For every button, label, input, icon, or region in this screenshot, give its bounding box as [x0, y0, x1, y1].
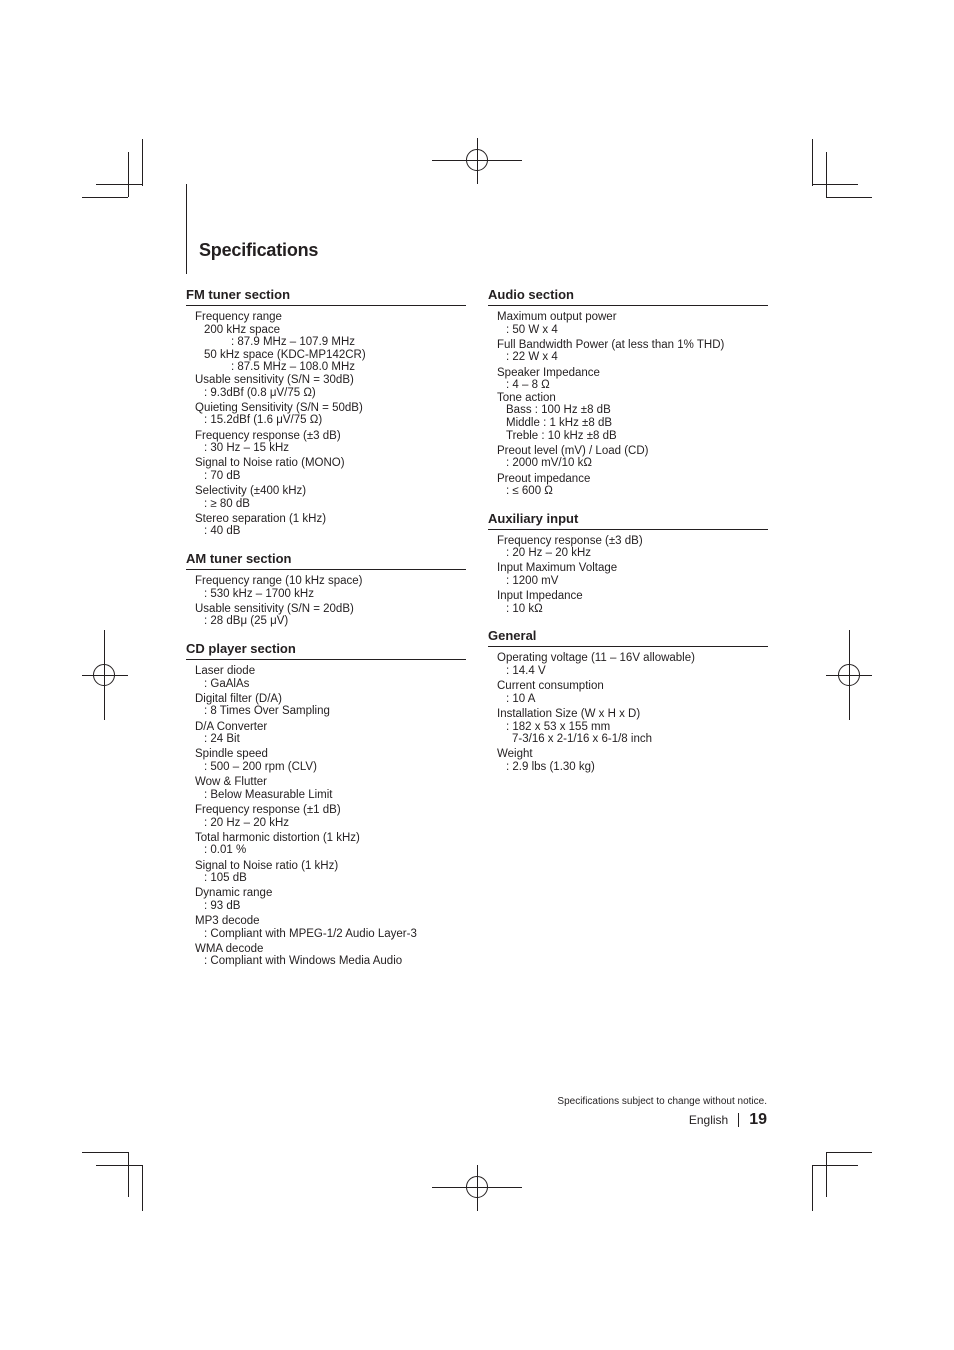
spec-label: Frequency response (±3 dB): [497, 534, 643, 547]
auxiliary-input-section: [488, 511, 768, 616]
spec-label: Quieting Sensitivity (S/N = 50dB): [195, 401, 363, 414]
spec-value: : 4 – 8 Ω: [506, 379, 550, 392]
spec-label: Full Bandwidth Power (at less than 1% THD): [497, 338, 725, 351]
spec-label: Current consumption: [497, 680, 604, 693]
audio-section: [488, 287, 768, 498]
spec-label: Usable sensitivity (S/N = 20dB): [195, 602, 354, 615]
spec-label: Stereo separation (1 kHz): [195, 512, 327, 525]
section-heading: General: [488, 628, 768, 647]
spec-label: Frequency response (±1 dB): [195, 803, 341, 816]
spec-value: : 22 W x 4: [506, 351, 558, 364]
title-rule: [186, 184, 187, 274]
spec-label: Input Impedance: [497, 590, 583, 603]
general-section: [488, 628, 768, 773]
spec-value: : 20 Hz – 20 kHz: [204, 816, 290, 829]
spec-label: WMA decode: [195, 942, 264, 955]
spec-value: : 50 W x 4: [506, 323, 558, 336]
section-heading: FM tuner section: [186, 287, 466, 306]
spec-value: 50 kHz space (KDC-MP142CR): [204, 348, 366, 361]
spec-label: Spindle speed: [195, 748, 268, 761]
spec-value: : 24 Bit: [204, 733, 240, 746]
spec-value: : 40 dB: [204, 525, 241, 538]
spec-label: Maximum output power: [497, 311, 617, 323]
page-number: 19: [749, 1111, 767, 1128]
spec-value: : 530 kHz – 1700 kHz: [204, 587, 314, 600]
spec-list: [488, 311, 768, 498]
spec-label: Digital filter (D/A): [195, 692, 282, 705]
cd-player-section: [186, 641, 466, 968]
spec-value: : 87.9 MHz – 107.9 MHz: [231, 336, 355, 349]
page-footer: [689, 1111, 767, 1129]
spec-value: Middle : 1 kHz ±8 dB: [506, 416, 613, 429]
spec-label: Signal to Noise ratio (1 kHz): [195, 859, 339, 872]
spec-value: : 15.2dBf (1.6 μV/75 Ω): [204, 414, 323, 427]
section-heading: Audio section: [488, 287, 768, 306]
spec-label: Usable sensitivity (S/N = 30dB): [195, 373, 354, 386]
spec-value: : 93 dB: [204, 899, 241, 912]
section-heading: Auxiliary input: [488, 511, 768, 530]
fm-tuner-section: [186, 287, 466, 538]
spec-label: D/A Converter: [195, 720, 268, 733]
right-column: [488, 287, 768, 787]
spec-value: : 500 – 200 rpm (CLV): [204, 760, 317, 773]
spec-value: : 2.9 lbs (1.30 kg): [506, 760, 595, 773]
spec-value: : 30 Hz – 15 kHz: [204, 442, 290, 455]
spec-value: : Compliant with MPEG-1/2 Audio Layer-3: [204, 927, 417, 940]
footer-divider: [738, 1113, 739, 1127]
spec-label: Frequency response (±3 dB): [195, 429, 341, 442]
spec-value: Bass : 100 Hz ±8 dB: [506, 404, 611, 417]
section-heading: CD player section: [186, 641, 466, 660]
left-column: [186, 287, 466, 981]
spec-label: Preout level (mV) / Load (CD): [497, 444, 649, 457]
spec-label: Dynamic range: [195, 887, 273, 900]
spec-label: Wow & Flutter: [195, 776, 267, 789]
spec-label: Input Maximum Voltage: [497, 562, 618, 575]
spec-value: : 14.4 V: [506, 665, 546, 678]
am-tuner-section: [186, 551, 466, 628]
spec-value: : Compliant with Windows Media Audio: [204, 955, 403, 968]
spec-value: : Below Measurable Limit: [204, 788, 333, 801]
spec-list: [488, 535, 768, 616]
spec-value: 200 kHz space: [204, 323, 281, 336]
spec-list: [186, 311, 466, 538]
spec-value: : 105 dB: [204, 872, 247, 885]
section-heading: AM tuner section: [186, 551, 466, 570]
spec-label: Weight: [497, 748, 533, 761]
spec-list: [186, 575, 466, 628]
spec-value: Treble : 10 kHz ±8 dB: [506, 429, 617, 442]
spec-value: : ≤ 600 Ω: [506, 485, 553, 498]
spec-value: : ≥ 80 dB: [204, 497, 250, 510]
spec-value: 7-3/16 x 2-1/16 x 6-1/8 inch: [512, 733, 652, 746]
spec-label: Frequency range: [195, 311, 282, 323]
spec-value: : 10 kΩ: [506, 602, 543, 615]
spec-label: Signal to Noise ratio (MONO): [195, 457, 345, 470]
spec-label: Selectivity (±400 kHz): [195, 485, 307, 498]
spec-value: : 182 x 53 x 155 mm: [506, 720, 611, 733]
spec-value: : 8 Times Over Sampling: [204, 705, 330, 718]
spec-label: Laser diode: [195, 665, 256, 678]
spec-label: Speaker Impedance: [497, 366, 600, 379]
spec-value: : 2000 mV/10 kΩ: [506, 457, 592, 470]
spec-value: : 10 A: [506, 692, 536, 705]
language-label: English: [688, 1113, 729, 1127]
spec-label: Frequency range (10 kHz space): [195, 575, 363, 588]
spec-label: Total harmonic distortion (1 kHz): [195, 831, 360, 844]
spec-value: : 9.3dBf (0.8 μV/75 Ω): [204, 386, 316, 399]
spec-list: [186, 665, 466, 968]
page-title: Specifications: [199, 240, 319, 260]
spec-value: : 20 Hz – 20 kHz: [506, 547, 592, 560]
spec-label: Preout impedance: [497, 472, 591, 485]
spec-value: : 28 dBμ (25 μV): [204, 615, 289, 628]
spec-value: : 0.01 %: [204, 844, 247, 857]
spec-label: MP3 decode: [195, 915, 260, 928]
spec-label: Operating voltage (11 – 16V allowable): [497, 652, 695, 665]
spec-label: Tone action: [497, 391, 556, 404]
spec-value: : 70 dB: [204, 469, 241, 482]
spec-label: Installation Size (W x H x D): [497, 708, 641, 720]
spec-value: : 87.5 MHz – 108.0 MHz: [231, 361, 355, 374]
spec-value: : GaAlAs: [204, 677, 250, 690]
footnote: Specifications subject to change without notice.: [557, 1096, 767, 1107]
spec-list: [488, 652, 768, 773]
spec-value: : 1200 mV: [506, 575, 559, 588]
